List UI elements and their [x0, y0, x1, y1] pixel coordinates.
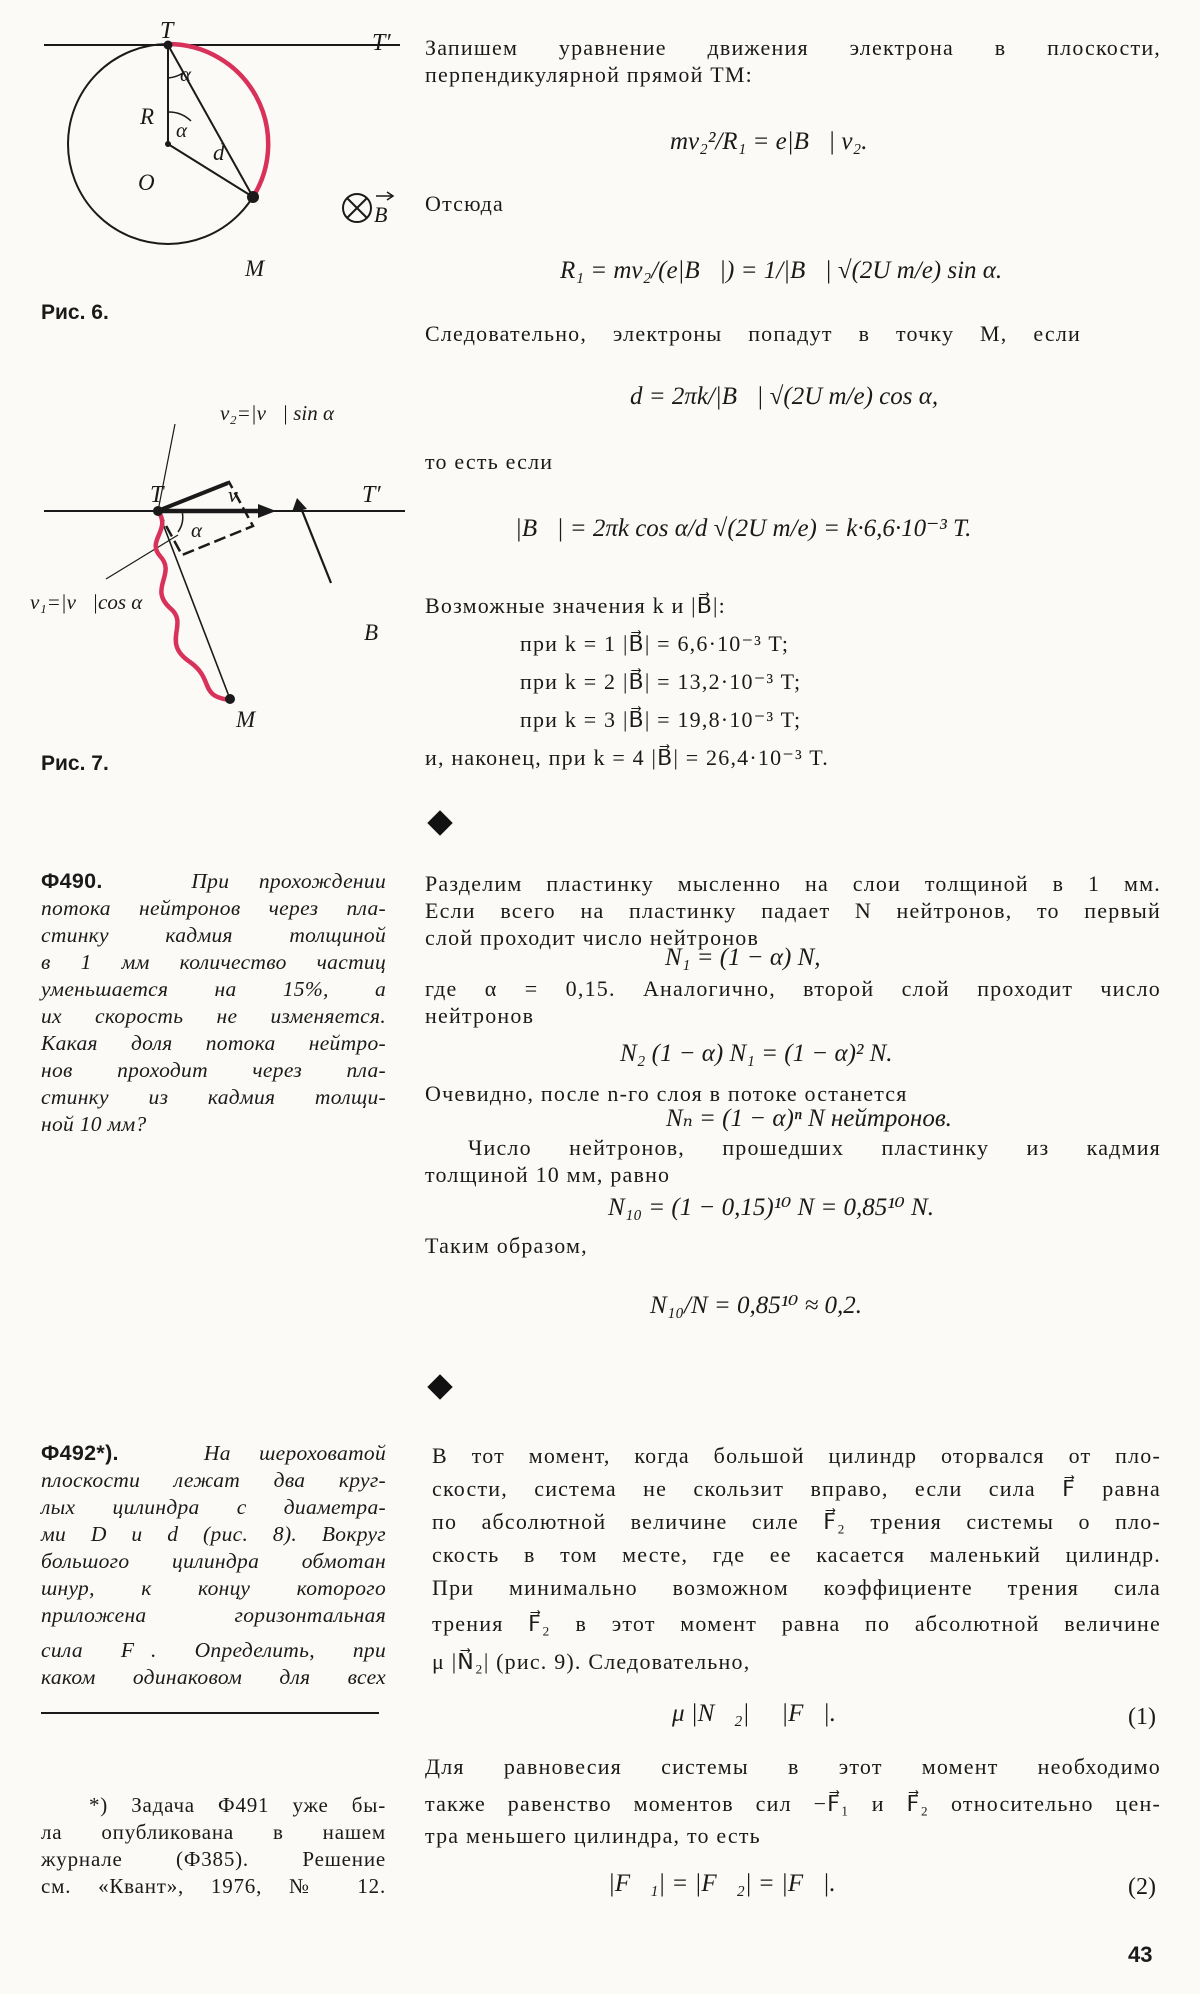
problem-492-line: лых цилиндра с диаметра-	[41, 1495, 386, 1519]
sol492-line: В тот момент, когда большой цилиндр оторвался от пло-	[432, 1443, 1161, 1468]
sol492-line: Для равновесия системы в этот момент необходимо	[425, 1754, 1161, 1779]
footnote-line: ла опубликована в нашем	[41, 1820, 386, 1844]
fig7-label-v: v	[228, 482, 238, 507]
sol490-line-2: Если всего на пластинку падает N нейтронов, то первый	[425, 898, 1161, 923]
fig6-label-T-prime: T′	[372, 30, 391, 56]
fig7-caption: Рис. 7.	[41, 752, 109, 775]
problem-490-line: нов проходит через пла-	[41, 1058, 386, 1082]
fig6-caption: Рис. 6.	[41, 301, 109, 324]
sol490-line-4: где α = 0,15. Аналогично, второй слой проходит число	[425, 976, 1161, 1001]
fig7-label-v2: v₂=|v⃗| sin α	[220, 401, 335, 425]
problem-492-line: приложена горизонтальная	[41, 1603, 386, 1627]
fig7-label-B: B	[364, 620, 379, 645]
sol492-line: тра меньшего цилиндра, то есть	[425, 1823, 761, 1848]
sol492-eq2: |F⃗₁| = |F⃗₂| = |F⃗|.	[608, 1870, 836, 1897]
fig7-label-M: M	[236, 707, 256, 732]
sol489-value-k4: и, наконец, при k = 4 |B⃗| = 26,4·10⁻³ T.	[425, 745, 829, 770]
footnote-rule	[41, 1712, 379, 1714]
sol489-intro-line-1: Запишем уравнение движения электрона в плоскости,	[425, 35, 1161, 60]
problem-490-line: потока нейтронов через пла-	[41, 896, 386, 920]
problem-492-number: Ф492*).	[41, 1441, 119, 1465]
sol490-eq5: N₁₀/N = 0,85¹⁰ ≈ 0,2.	[650, 1292, 863, 1319]
sol490-eq2: N₂ (1 − α) N₁ = (1 − α)² N.	[620, 1040, 893, 1067]
fig6-label-d: d	[213, 140, 225, 165]
fig6-label-R: R	[140, 104, 155, 129]
problem-492-line	[41, 1440, 386, 1467]
sol492-line: скость в том месте, где ее касается маленький цилиндр.	[432, 1542, 1161, 1567]
problem-492-line: ми D и d (рис. 8). Вокруг	[41, 1522, 386, 1546]
problem-492-line: сила F⃗. Определить, при	[41, 1638, 386, 1662]
sol489-intro-line-2: перпендикулярной прямой TM:	[425, 62, 753, 87]
problem-490-line: Какая доля потока нейтро-	[41, 1031, 386, 1055]
sol490-line-6: Очевидно, после n-го слоя в потоке останется	[425, 1081, 908, 1106]
sol490-eq4: N₁₀ = (1 − 0,15)¹⁰ N = 0,85¹⁰ N.	[608, 1194, 934, 1221]
fig7-label-v1: v₁=|v⃗|cos α	[30, 590, 143, 614]
sol492-eq2-number: (2)	[1128, 1874, 1156, 1900]
sol489-value-k2: при k = 2 |B⃗| = 13,2·10⁻³ T;	[520, 669, 802, 694]
sol489-eq3: d = 2πk/|B⃗| √(2U m/e) cos α,	[630, 383, 939, 410]
sol490-line-9: Таким образом,	[425, 1233, 588, 1258]
fig6-label-B: B	[374, 202, 388, 227]
fig6-label-alpha-2: α	[176, 118, 188, 142]
footnote-line: *) Задача Ф491 уже бы-	[89, 1793, 386, 1817]
sol492-eq1: μ |N⃗₂| ⩾ |F⃗|.	[672, 1700, 837, 1727]
sol489-value-k1: при k = 1 |B⃗| = 6,6·10⁻³ T;	[520, 631, 790, 656]
section-separator-diamond	[427, 810, 452, 835]
fig7-label-T-prime: T′	[362, 482, 381, 508]
problem-492	[41, 1440, 386, 1691]
figure-6	[30, 20, 420, 320]
problem-490	[41, 868, 386, 1138]
fig7-label-T: T	[150, 482, 164, 508]
problem-492-line: большого цилиндра обмотан	[41, 1549, 386, 1573]
sol489-possible-values: Возможные значения k и |B⃗|:	[425, 593, 726, 618]
sol490-eq3: Nₙ = (1 − α)ⁿ N нейтронов.	[666, 1105, 952, 1132]
fig6-label-T: T	[160, 18, 174, 44]
sol489-sled: Следовательно, электроны попадут в точку M, если	[425, 321, 1081, 346]
problem-490-line: их скорость не изменяется.	[41, 1004, 386, 1028]
problem-490-line-text: При прохождении	[191, 869, 386, 893]
sol492-line: по абсолютной величине силе F⃗₂ трения системы о пло-	[432, 1509, 1161, 1534]
sol489-value-k3: при k = 3 |B⃗| = 19,8·10⁻³ T;	[520, 707, 802, 732]
sol489-eq4: |B⃗| = 2πk cos α/d √(2U m/e) = k·6,6·10⁻³ T.	[515, 515, 972, 542]
problem-490-line: уменьшается на 15%, а	[41, 977, 386, 1001]
sol490-line-3: слой проходит число нейтронов	[425, 925, 760, 950]
sol490-line-1: Разделим пластинку мысленно на слои толщиной в 1 мм.	[425, 871, 1161, 896]
figure-7	[30, 380, 420, 740]
sol492-line: трения F⃗₂ в этот момент равна по абсолютной величине	[432, 1611, 1161, 1636]
problem-490-line: стинку из кадмия толщи-	[41, 1085, 386, 1109]
problem-490-line: в 1 мм количество частиц	[41, 950, 386, 974]
sol492-line: скости, система не скользит вправо, если сила F⃗ равна	[432, 1476, 1161, 1501]
fig6-label-M: M	[245, 256, 265, 281]
footnote	[41, 1792, 386, 1900]
fig6-label-alpha-1: α	[180, 62, 192, 86]
sol490-line-5: нейтронов	[425, 1003, 535, 1028]
sol489-eq2: R₁ = mv₂/(e|B⃗|) = 1/|B⃗| √(2U m/e) sin α.	[560, 257, 1003, 284]
fig7-label-alpha: α	[191, 518, 203, 542]
problem-490-line	[41, 868, 386, 895]
sol489-otsyuda: Отсюда	[425, 191, 505, 216]
fig6-label-O: O	[138, 170, 155, 195]
problem-492-line: шнур, к концу которого	[41, 1576, 386, 1600]
sol489-eq1: mv₂²/R₁ = e|B⃗| v₂.	[670, 128, 868, 155]
footnote-line: см. «Квант», 1976, № 12.	[41, 1874, 386, 1898]
problem-490-line: стинку кадмия толщиной	[41, 923, 386, 947]
section-separator-diamond	[427, 1374, 452, 1399]
problem-492-line: плоскости лежат два круг-	[41, 1468, 386, 1492]
problem-490-line: ной 10 мм?	[41, 1112, 147, 1136]
problem-492-line-text: На шероховатой	[203, 1441, 386, 1465]
sol492-line: μ |N⃗₂| (рис. 9). Следовательно,	[432, 1649, 751, 1674]
sol492-eq1-number: (1)	[1128, 1704, 1156, 1730]
page-number: 43	[1128, 1942, 1153, 1967]
sol492-line: также равенство моментов сил −F⃗₁ и F⃗₂ относительно цен-	[425, 1791, 1161, 1816]
sol489-to-est: то есть если	[425, 449, 554, 474]
footnote-line: журнале (Ф385). Решение	[41, 1847, 386, 1871]
sol490-eq1: N₁ = (1 − α) N,	[665, 944, 821, 971]
problem-492-line: каком одинаковом для всех	[41, 1665, 386, 1689]
sol492-line: При минимально возможном коэффициенте трения сила	[432, 1575, 1161, 1600]
sol490-line-7: Число нейтронов, прошедших пластинку из кадмия	[468, 1135, 1161, 1160]
problem-490-number: Ф490.	[41, 869, 103, 893]
sol490-line-8: толщиной 10 мм, равно	[425, 1162, 671, 1187]
